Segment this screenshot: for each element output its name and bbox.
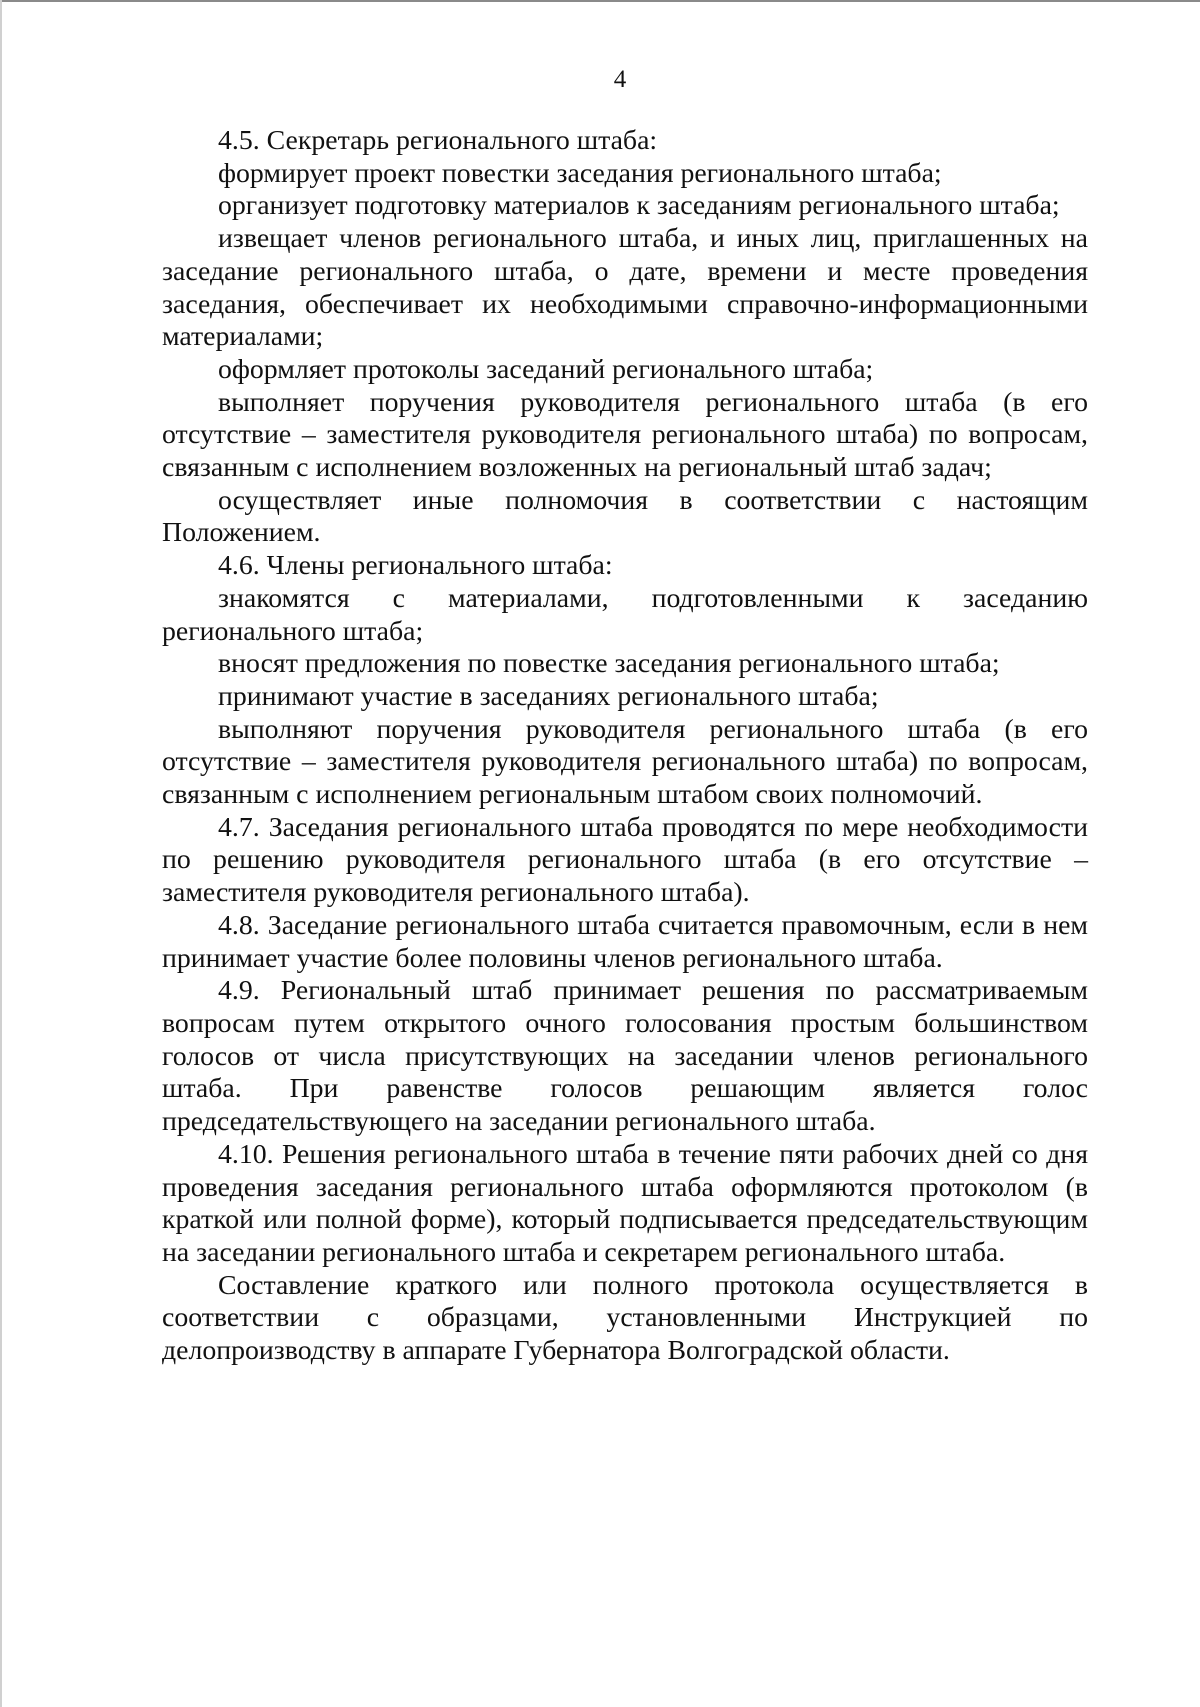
paragraph-members-instructions: выполняют поручения руководителя регионального штаба (в его отсутствие – заместителя руководителя регионального штаба) по вопросам, связанным с исполнением региональным штабом своих полномочий.: [162, 713, 1088, 811]
paragraph-participation: принимают участие в заседаниях регионального штаба;: [218, 680, 879, 712]
paragraph-4-7: 4.7. Заседания регионального штаба проводятся по мере необходимости по решению руководителя регионального штаба (в его отсутствие – заместителя руководителя регионального штаба).: [162, 811, 1088, 909]
document-body: [162, 125, 1088, 1368]
page-number: 4: [613, 66, 627, 93]
paragraph-proposals: вносят предложения по повестке заседания регионального штаба;: [218, 648, 1000, 680]
scan-edge-top: [0, 0, 1200, 2]
paragraph-review-materials: знакомятся с материалами, подготовленными к заседанию регионального штаба;: [162, 582, 1088, 647]
paragraph-4-9: 4.9. Региональный штаб принимает решения по рассматриваемым вопросам путем открытого очного голосования простым большинством голосов от числа присутствующих на заседании членов регионального штаба. При равенстве голосов решающим является голос председательствующего на заседании регионального штаба.: [162, 975, 1088, 1138]
paragraph-materials: организует подготовку материалов к заседаниям регионального штаба;: [218, 190, 1060, 222]
paragraph-secretary-instructions: выполняет поручения руководителя регионального штаба (в его отсутствие – заместителя руководителя регионального штаба) по вопросам, связанным с исполнением возложенных на региональный штаб задач;: [162, 386, 1088, 484]
paragraph-other-powers: осуществляет иные полномочия в соответствии с настоящим Положением.: [162, 484, 1088, 549]
paragraph-4-10: 4.10. Решения регионального штаба в течение пяти рабочих дней со дня проведения заседания регионального штаба оформляются протоколом (в краткой или полной форме), который подписывается председательствующим на заседании регионального штаба и секретарем регионального штаба.: [162, 1138, 1088, 1268]
paragraph-4-8: 4.8. Заседание регионального штаба считается правомочным, если в нем принимает участие более половины членов регионального штаба.: [162, 909, 1088, 974]
scan-edge-left: [0, 0, 2, 1707]
paragraph-4-5-heading: 4.5. Секретарь регионального штаба:: [218, 125, 658, 156]
paragraph-notifies: извещает членов регионального штаба, и иных лиц, приглашенных на заседание регионального штаба, о дате, времени и месте проведения заседания, обеспечивает их необходимыми справочно-информационными материалами;: [162, 223, 1088, 353]
paragraph-4-6-heading: 4.6. Члены регионального штаба:: [218, 550, 613, 582]
paragraph-protocols: оформляет протоколы заседаний регионального штаба;: [218, 353, 874, 385]
paragraph-agenda: формирует проект повестки заседания регионального штаба;: [218, 157, 942, 189]
paragraph-protocol-drafting: Составление краткого или полного протокола осуществляется в соответствии с образцами, установленными Инструкцией по делопроизводству в аппарате Губернатора Волгоградской области.: [162, 1269, 1088, 1367]
